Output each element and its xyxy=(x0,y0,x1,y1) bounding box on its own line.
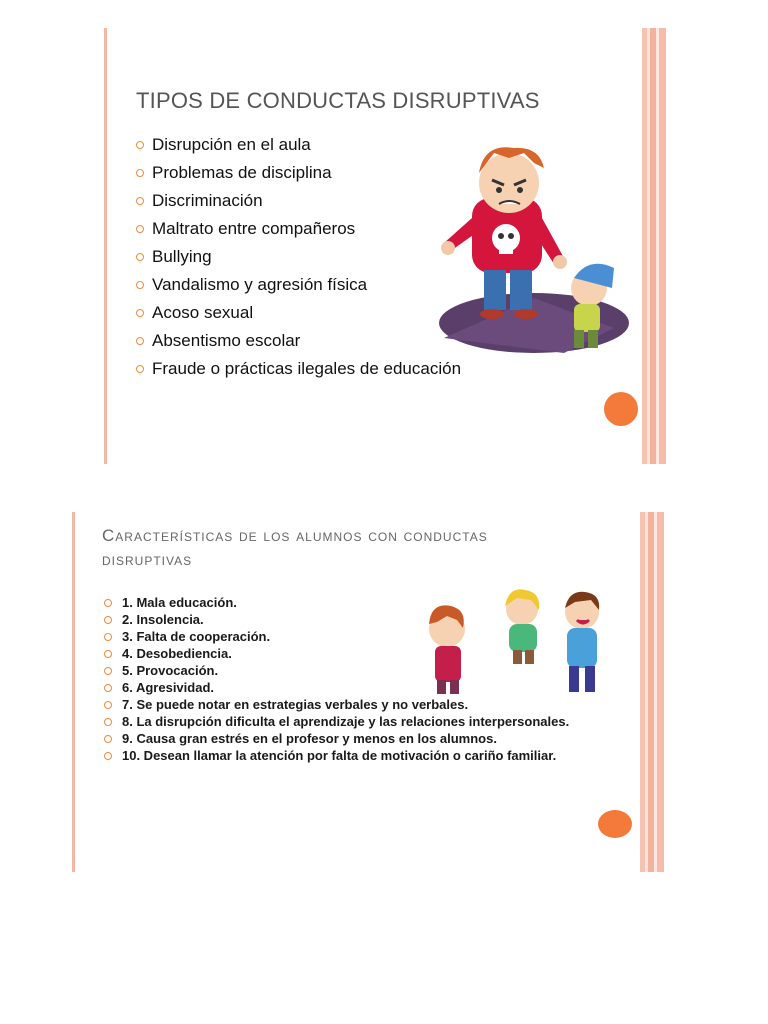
bullet-icon xyxy=(136,141,144,149)
bullet-icon xyxy=(136,197,144,205)
bullet-icon xyxy=(104,650,112,658)
bullet-icon xyxy=(136,337,144,345)
list-item: 5. Provocación. xyxy=(102,664,572,678)
left-rule xyxy=(72,512,75,872)
bullet-icon xyxy=(104,735,112,743)
bullet-icon xyxy=(136,169,144,177)
list-item: 3. Falta de cooperación. xyxy=(102,630,572,644)
bullet-icon xyxy=(136,253,144,261)
decorative-stripes xyxy=(642,28,666,464)
list-item: 10. Desean llamar la atención por falta de motivación o cariño familiar. xyxy=(102,749,572,763)
list-item: Fraude o prácticas ilegales de educación xyxy=(134,358,461,386)
slide-caracteristicas xyxy=(72,512,664,872)
bullet-icon xyxy=(104,599,112,607)
left-rule xyxy=(104,28,107,464)
bullet-icon xyxy=(104,684,112,692)
bullet-icon xyxy=(104,752,112,760)
list-item: 7. Se puede notar en estrategias verbales y no verbales. xyxy=(102,698,572,712)
list-item: Bullying xyxy=(134,246,461,274)
list-item: Absentismo escolar xyxy=(134,330,461,358)
list-item: Vandalismo y agresión física xyxy=(134,274,461,302)
list-item: Problemas de disciplina xyxy=(134,162,461,190)
list-item: 8. La disrupción dificulta el aprendizaje y las relaciones interpersonales. xyxy=(102,715,572,729)
bullet-icon xyxy=(104,718,112,726)
bullet-icon xyxy=(136,309,144,317)
list-item: 6. Agresividad. xyxy=(102,681,572,695)
orange-dot xyxy=(604,392,638,426)
bullet-icon xyxy=(104,667,112,675)
bully-illustration xyxy=(414,138,634,368)
list-item: 9. Causa gran estrés en el profesor y menos en los alumnos. xyxy=(102,732,572,746)
list-item: Discriminación xyxy=(134,190,461,218)
bullet-list xyxy=(134,134,461,386)
kids-arguing-illustration xyxy=(417,584,617,699)
bullet-icon xyxy=(104,633,112,641)
bullet-icon xyxy=(136,281,144,289)
bullet-icon xyxy=(136,365,144,373)
orange-dot xyxy=(598,810,632,838)
slide-title: Características de los alumnos con conductas disruptivas xyxy=(102,526,488,569)
bullet-icon xyxy=(136,225,144,233)
list-item: 1. Mala educación. xyxy=(102,596,572,610)
list-item: 2. Insolencia. xyxy=(102,613,572,627)
decorative-stripes xyxy=(640,512,664,872)
list-item: Disrupción en el aula xyxy=(134,134,461,162)
list-item: Maltrato entre compañeros xyxy=(134,218,461,246)
slide-tipos xyxy=(104,28,666,464)
list-item: 4. Desobediencia. xyxy=(102,647,572,661)
list-item: Acoso sexual xyxy=(134,302,461,330)
bullet-icon xyxy=(104,701,112,709)
bullet-icon xyxy=(104,616,112,624)
slide-title: TIPOS DE CONDUCTAS DISRUPTIVAS xyxy=(136,88,540,113)
